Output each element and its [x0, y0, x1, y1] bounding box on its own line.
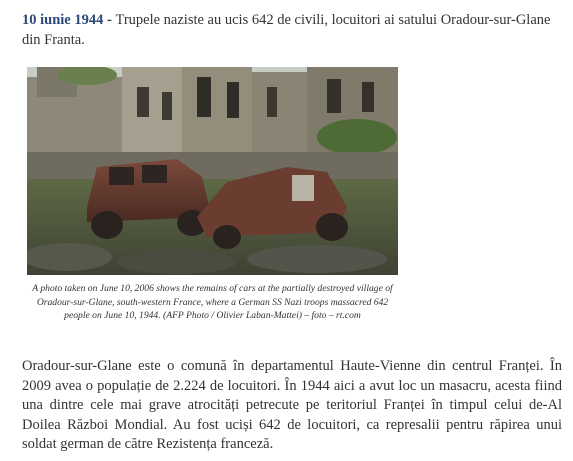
intro-paragraph — [22, 10, 562, 50]
article-photo — [27, 67, 398, 275]
body-paragraph: Oradour-sur-Glane este o comună în departamentul Haute-Vienne din centrul Franței. În 2009 avea o populație de 2.224 de locuitori. În 1944 aici a avut loc un masacru, acesta fiind una dintre cele mai grave atrocități petrecute pe teritoriul Franței în timpul celui de-Al Doilea Război Mondial. Au fost uciși 642 de locuitori, ca represalii pentru răpirea unui soldat german de către Rezistența franceză. — [22, 358, 562, 452]
photo-illustration — [27, 67, 398, 275]
photo-caption: A photo taken on June 10, 2006 shows the remains of cars at the partially destroyed village of Oradour-sur-Glane, south-western France, where a German SS Nazi troops massacred 642 people on June 10, 1944. (AFP Photo / Olivier Laban-Mattei) – foto – rt.com — [32, 283, 393, 321]
date-heading: 10 iunie 1944 — [22, 12, 104, 28]
date-separator: - — [103, 12, 116, 28]
intro-text: Trupele naziste au ucis 642 de civili, locuitori ai satului Oradour-sur-Glane din Franta. — [22, 12, 551, 48]
